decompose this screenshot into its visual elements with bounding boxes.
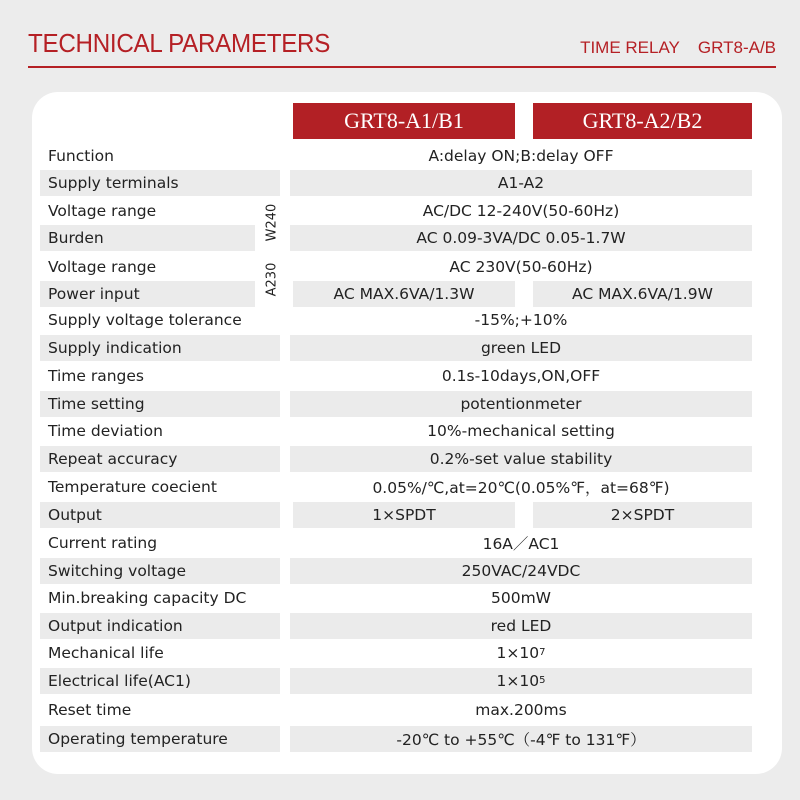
- row-value-a1b1: AC MAX.6VA/1.3W: [293, 281, 515, 307]
- header-divider: [28, 66, 776, 68]
- row-value-text: -20℃ to +55℃（-4℉ to 131℉）: [396, 731, 646, 749]
- row-value-text: 16A／AC1: [482, 535, 560, 553]
- page-title: TECHNICAL PARAMETERS: [28, 28, 331, 58]
- row-label: Electrical life(AC1): [40, 668, 280, 694]
- row-value: [290, 697, 752, 723]
- row-label: Voltage range: [48, 258, 157, 276]
- row-value: [290, 225, 752, 251]
- row-value-text: 10%-mechanical setting: [427, 422, 615, 440]
- row-value-a2b2: AC MAX.6VA/1.9W: [533, 281, 752, 307]
- row-value-text: 0.2%-set value stability: [429, 450, 613, 468]
- row-value: [290, 143, 752, 169]
- row-value: [290, 585, 752, 611]
- row-label: Output: [40, 502, 280, 528]
- row-value-text: 1×10: [496, 644, 540, 662]
- row-value-text: 250VAC/24VDC: [461, 562, 581, 580]
- row-value: [290, 170, 752, 196]
- row-value-text: 500mW: [490, 589, 551, 607]
- row-label: Time setting: [40, 391, 280, 417]
- row-value-text: potentionmeter: [460, 395, 582, 413]
- product-model: GRT8-A/B: [697, 38, 776, 57]
- row-label: Power input: [40, 281, 255, 307]
- row-label: Supply indication: [40, 335, 280, 361]
- row-value: [290, 254, 752, 280]
- row-value: [290, 530, 752, 556]
- row-label: Temperature coecient: [48, 478, 217, 496]
- row-value-text: 1×10: [496, 672, 540, 690]
- row-label: Reset time: [48, 701, 132, 719]
- row-value-text: A1-A2: [497, 174, 545, 192]
- row-value: [290, 446, 752, 472]
- row-value-text: AC/DC 12-240V(50-60Hz): [422, 202, 620, 220]
- group-label-w240: W240: [264, 203, 280, 242]
- row-value: [290, 474, 752, 500]
- row-value-text: green LED: [480, 339, 562, 357]
- row-label: Min.breaking capacity DC: [48, 589, 247, 607]
- row-value-a2b2: 2×SPDT: [533, 502, 752, 528]
- row-value: [290, 418, 752, 444]
- row-label: Burden: [40, 225, 255, 251]
- row-value: [290, 391, 752, 417]
- row-value: [290, 307, 752, 333]
- row-label: Supply voltage tolerance: [48, 311, 242, 329]
- row-label: Voltage range: [48, 202, 157, 220]
- row-value-text: A:delay ON;B:delay OFF: [428, 147, 614, 165]
- column-header-a2b2: GRT8-A2/B2: [533, 103, 752, 139]
- row-value: [290, 335, 752, 361]
- row-value-text: max.200ms: [475, 701, 567, 719]
- row-label: Output indication: [40, 613, 280, 639]
- row-label: Repeat accuracy: [40, 446, 280, 472]
- row-value: [290, 558, 752, 584]
- header-product-info: [580, 38, 776, 58]
- row-value: 1×10 7: [496, 644, 546, 662]
- row-label: Time ranges: [48, 367, 145, 385]
- column-header-a1b1: GRT8-A1/B1: [293, 103, 515, 139]
- row-label: Switching voltage: [40, 558, 280, 584]
- row-label: Time deviation: [48, 422, 163, 440]
- row-label: Function: [48, 147, 114, 165]
- row-value-text: AC 230V(50-60Hz): [449, 258, 593, 276]
- row-value: [290, 198, 752, 224]
- row-label: Current rating: [48, 534, 158, 552]
- row-value-text: red LED: [490, 617, 552, 635]
- row-value-text: AC 0.09-3VA/DC 0.05-1.7W: [416, 229, 626, 247]
- row-value-text: 0.1s-10days,ON,OFF: [441, 367, 601, 385]
- row-value-text: 0.05%/℃,at=20℃(0.05%℉，at=68℉): [372, 479, 670, 497]
- group-label-a230: A230: [264, 262, 280, 297]
- product-name: TIME RELAY: [580, 38, 680, 57]
- row-label: Supply terminals: [40, 170, 280, 196]
- row-value: 1×10 5: [290, 668, 752, 694]
- row-value: [290, 613, 752, 639]
- row-value: [290, 726, 752, 752]
- row-value: [290, 363, 752, 389]
- row-value-text: -15%;+10%: [474, 311, 568, 329]
- row-label: Mechanical life: [48, 644, 164, 662]
- row-value-a1b1: 1×SPDT: [293, 502, 515, 528]
- row-label: Operating temperature: [40, 726, 280, 752]
